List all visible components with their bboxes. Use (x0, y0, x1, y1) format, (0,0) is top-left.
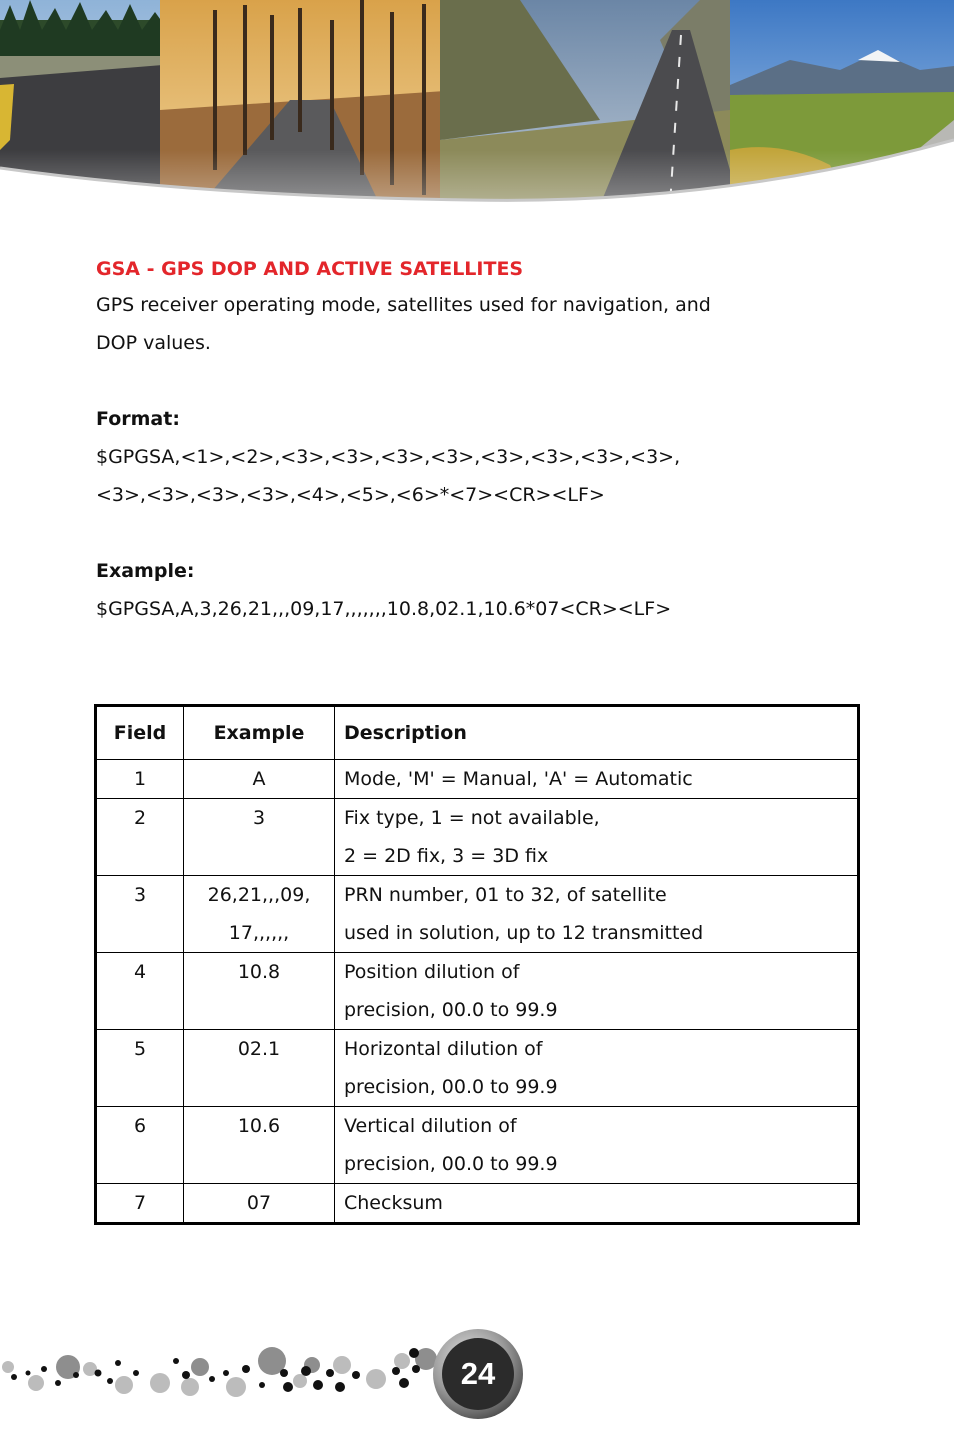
section-title: GSA - GPS DOP AND ACTIVE SATELLITES (96, 258, 524, 280)
cell-description-line: precision, 00.0 to 99.9 (344, 1076, 558, 1098)
cell-example (184, 1107, 335, 1184)
cell-description (335, 876, 859, 953)
cell-field: 5 (96, 1030, 184, 1107)
cell-description-line: precision, 00.0 to 99.9 (344, 999, 558, 1021)
intro-line-1: GPS receiver operating mode, satellites used for navigation, and (96, 294, 711, 316)
example-line-1: $GPGSA,A,3,26,21,,,09,17,,,,,,,10.8,02.1,10.6*07<CR><LF> (96, 598, 672, 620)
cell-example-line: 02.1 (237, 1038, 281, 1060)
table-row (96, 876, 859, 953)
cell-example (184, 760, 335, 799)
cell-field: 4 (96, 953, 184, 1030)
cell-example (184, 876, 335, 953)
cell-description-line: 2 = 2D fix, 3 = 3D fix (344, 845, 549, 867)
cell-description-line: Horizontal dilution of (344, 1038, 543, 1060)
cell-example-line: 10.6 (237, 1115, 281, 1137)
cell-example-line: 26,21,,,09, (207, 884, 311, 906)
cell-field: 3 (96, 876, 184, 953)
table-header-row (96, 706, 859, 760)
cell-field: 1 (96, 760, 184, 799)
page-number-badge (432, 1328, 524, 1420)
cell-example (184, 1184, 335, 1224)
intro-line-2: DOP values. (96, 332, 211, 354)
cell-description-line: used in solution, up to 12 transmitted (344, 922, 704, 944)
cell-example-line: 07 (246, 1192, 272, 1214)
cell-description-line: Position dilution of (344, 961, 520, 983)
cell-description-line: Vertical dilution of (344, 1115, 517, 1137)
header-example: Example (184, 706, 335, 760)
format-line-2: <3>,<3>,<3>,<3>,<4>,<5>,<6>*<7><CR><LF> (96, 484, 605, 506)
header-road-banner (0, 0, 954, 205)
cell-description (335, 1107, 859, 1184)
cell-description (335, 953, 859, 1030)
example-label: Example: (96, 560, 195, 582)
cell-example-line: 17,,,,,, (228, 922, 290, 944)
cell-example (184, 953, 335, 1030)
header-description: Description (335, 706, 859, 760)
cell-example (184, 1030, 335, 1107)
table-row (96, 1184, 859, 1224)
table-row (96, 760, 859, 799)
table-row (96, 1107, 859, 1184)
cell-description-line: Mode, 'M' = Manual, 'A' = Automatic (344, 768, 693, 790)
header-field: Field (96, 706, 184, 760)
page-number: 24 (460, 1356, 496, 1391)
table-row (96, 799, 859, 876)
cell-description-line: PRN number, 01 to 32, of satellite (344, 884, 667, 906)
content-area (96, 252, 876, 628)
cell-description (335, 1184, 859, 1224)
cell-description (335, 799, 859, 876)
cell-description (335, 1030, 859, 1107)
cell-example-line: A (252, 768, 266, 790)
table-row (96, 1030, 859, 1107)
cell-description-line: precision, 00.0 to 99.9 (344, 1153, 558, 1175)
cell-example-line: 3 (252, 807, 266, 829)
cell-description (335, 760, 859, 799)
cell-field: 7 (96, 1184, 184, 1224)
cell-description-line: Checksum (344, 1192, 443, 1214)
cell-description-line: Fix type, 1 = not available, (344, 807, 600, 829)
table-row (96, 953, 859, 1030)
footer-dot-decoration (0, 1325, 460, 1405)
cell-field: 2 (96, 799, 184, 876)
cell-field: 6 (96, 1107, 184, 1184)
cell-example (184, 799, 335, 876)
field-table (94, 704, 860, 1225)
format-label: Format: (96, 408, 180, 430)
format-line-1: $GPGSA,<1>,<2>,<3>,<3>,<3>,<3>,<3>,<3>,<3>,<3>, (96, 446, 681, 468)
cell-example-line: 10.8 (237, 961, 281, 983)
